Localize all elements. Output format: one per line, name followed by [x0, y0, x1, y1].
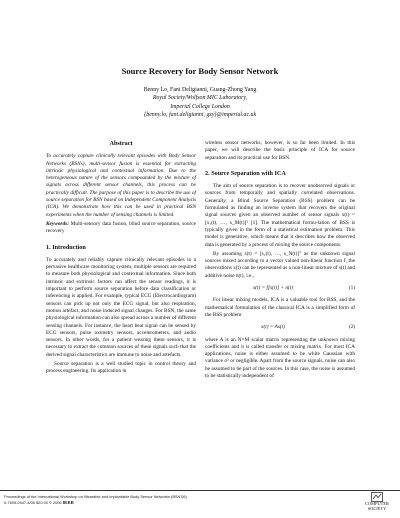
section-heading-introduction: 1. Introduction: [46, 243, 86, 251]
intro-paragraph-2: Source separation is a well studied topic in control theory and process engineering. Its application in: [46, 361, 196, 375]
logo-line-2: SOCIETY: [367, 505, 387, 511]
computer-society-logo: [360, 492, 394, 516]
footer-proceedings: Proceedings of the International Workshop on Wearable and Implantable Body Sensor Networks (BSN'06): [4, 494, 187, 499]
page-footer: [0, 490, 400, 518]
footer-rule: [0, 490, 400, 491]
abstract-heading: Abstract: [109, 140, 133, 147]
keywords-label: Keywords:: [46, 220, 69, 227]
abstract-body: To accurately capture clinically relevant episodes with Body Sensor Networks (BSNs), multi-sensor fusion is essential for extracting intrinsic physiological and contextual information. Due to the heterogeneous nature of the sensors compounded by the mixture of signals across different sensor channels, this process can be practically difficult. The purpose of this paper is to describe the use of source separation for BSN based on Independent Component Analysis (ICA). We demonstrate how this can be used in practical BSN experiments when the number of sensing channels is limited.: [46, 153, 196, 218]
paper-title: Source Recovery for Body Sensor Network: [121, 66, 279, 76]
equation-1-expression: x(t) = f[s(t)] + n(t): [252, 285, 294, 292]
footer-isbn: [4, 500, 74, 505]
section-heading-ica: 2. Source Separation with ICA: [205, 169, 286, 177]
equation-1: [205, 285, 355, 292]
author-institution: Imperial College London: [170, 103, 230, 110]
equation-2-expression: x(t) = As(t): [261, 324, 285, 331]
author-emails: {benny.lo, fani.deligianni, gzy}@imperial.ac.uk: [143, 112, 257, 119]
logo-line-1: COMPUTER: [365, 501, 389, 506]
right-column: [205, 140, 355, 382]
author-block: [0, 86, 400, 120]
left-column: [46, 140, 196, 378]
footer-isbn-text: 0-7695-2547-4/06 $20.00 © 2006: [4, 500, 62, 505]
equation-2: [205, 324, 355, 331]
keywords: [46, 221, 196, 236]
ica-paragraph-2: By assuming s(t) = [s₁(t), …, s_N(t)]ᵀ as the unknown signal sources mixed according to a vector valued non-linear function f, the observations x(t) can be represented as a non-linear mixture of s(t) and additive noise n(t), i.e.,: [205, 250, 355, 279]
ica-paragraph-1: The aim of source separation is to recover unobserved signals or sources from temporally and spatially correlated observations. Generally, a Blind Source Separation (BSS) problem can be formulated as finding an inverse system that recovers the original signal sources given an observed number of sensor signals x(t) = [x₁(t), …, x_M(t)]ᵀ [1]. The mathematical formu-lation of BSS is typically given in the form of a statistical estimation problem. This model is generative, which means that it describes how the observed data is generated by a process of mixing the source components.: [205, 183, 355, 248]
intro-continuation: wireless sensor networks, however, is so far been limited. In this paper, we will describe the basic principle of ICA for source separation and its practical use for BSN.: [205, 140, 355, 161]
ica-paragraph-4: where A is an N×M scalar matrix representing the unknown mixing coefficients and it is called transfer or mixing matrix. For most ICA applications, noise is either assumed to be white Gaussian with variance σ² or negligible. Apart from the source signals, noise can also be assumed to be part of the sources. In this case, the noise is assumed to be statistically independent of: [205, 336, 355, 380]
author-lab: Royal Society/Wolfson MIC Laboratory,: [152, 95, 248, 102]
keywords-text: Multi-sensory data fusion, blind source separation, source recovery: [46, 220, 196, 235]
intro-paragraph-1: To accurately and reliably capture clinically relevant episodes in a pervasive healthcare monitoring system, multiple sensors are required to measure both physiological and contextual information. Since both intrinsic and extrinsic factors can affect the sensor readings, it is important to perform source separation before data classification or inferencing is applied. For example, typical ECG (Electrocardiogram) sensors can pick up not only the ECG signal, but also respiration, motion artefact, and noise induced signal changes. For BSN, the same physiological information can also spread across a number of different sensing channels. For instance, the heart beat signal can be sensed by ECG sensors, pulse oximetry sensors, accelerometers, and audio sensors. In other words, for a patient wearing these sensors, it is necessary to extract the common sources of these signals such that the derived signal characteristics are immune to noise and artefacts.: [46, 256, 196, 358]
ica-paragraph-3: For linear mixing models, ICA is a valuable tool for BSS, and the mathematical formulation of the classical ICA is a simplified form of the BSS problem: [205, 297, 355, 318]
ieee-logo: IEEE: [62, 500, 74, 505]
author-names: Benny Lo, Fani Deligianni, Guang-Zhong Yang: [143, 87, 257, 93]
equation-1-number: (1): [348, 285, 355, 292]
equation-2-number: (2): [348, 324, 355, 331]
